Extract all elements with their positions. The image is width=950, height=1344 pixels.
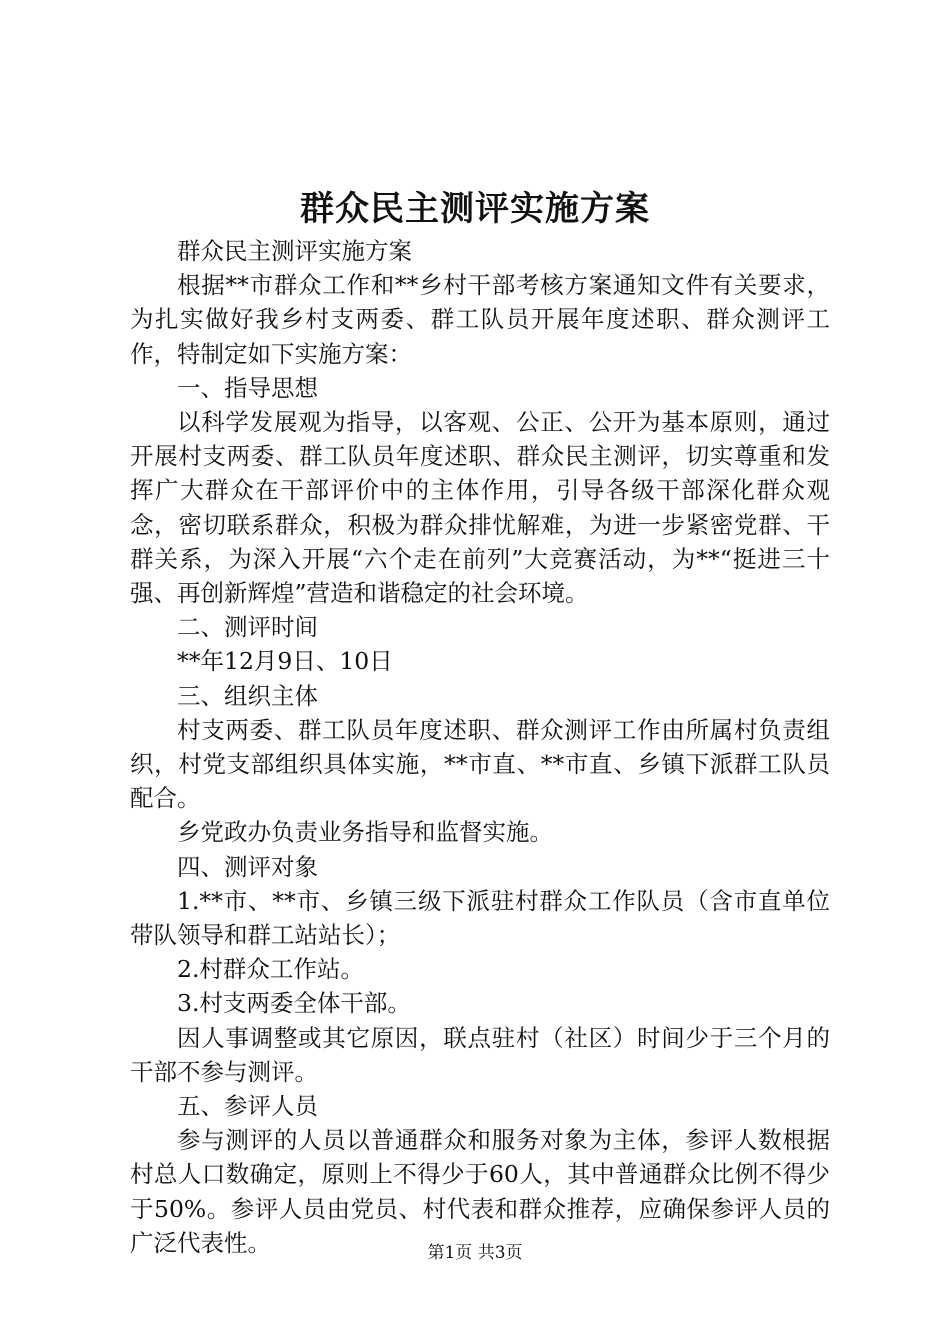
paragraph: 根据**市群众工作和**乡村干部考核方案通知文件有关要求，为扎实做好我乡村支两委、群工队员开展年度述职、群众测评工作，特制定如下实施方案：	[130, 271, 830, 368]
section-heading: 四、测评对象	[177, 852, 318, 881]
list-item: 3.村支两委全体干部。	[177, 989, 411, 1018]
paragraph: 以科学发展观为指导，以客观、公正、公开为基本原则，通过开展村支两委、群工队员年度述职、群众民主测评，切实尊重和发挥广大群众在干部评价中的主体作用，引导各级干部深化群众观念，密切联系群众，积极为群众排忧解难，为进一步紧密党群、干群关系，为深入开展“六个走在前列”大竞赛活动，为**“挺进三十强、再创新辉煌”营造和谐稳定的社会环境。	[130, 408, 830, 608]
section-heading: 五、参评人员	[177, 1092, 318, 1121]
document-body	[130, 234, 830, 1260]
section-heading: 一、指导思想	[177, 373, 318, 402]
paragraph: 乡党政办负责业务指导和监督实施。	[177, 818, 553, 847]
paragraph: 因人事调整或其它原因，联点驻村（社区）时间少于三个月的干部不参与测评。	[130, 1023, 830, 1086]
section-heading: 三、组织主体	[177, 681, 318, 710]
list-item: 2.村群众工作站。	[177, 955, 364, 984]
page-footer	[0, 1241, 950, 1265]
paragraph: **年12月9日、10日	[177, 647, 393, 676]
page-total: 共3页	[477, 1243, 523, 1263]
document-title: 群众民主测评实施方案	[300, 189, 650, 229]
section-heading: 二、测评时间	[177, 613, 318, 642]
paragraph: 村支两委、群工队员年度述职、群众测评工作由所属村负责组织，村党支部组织具体实施，**市直、**市直、乡镇下派群工队员配合。	[130, 715, 830, 813]
list-item: 1.**市、**市、乡镇三级下派驻村群众工作队员（含市直单位带队领导和群工站站长）；	[130, 886, 830, 950]
paragraph: 群众民主测评实施方案	[177, 237, 412, 265]
page-number: 第1页	[427, 1243, 473, 1263]
paragraph: 参与测评的人员以普通群众和服务对象为主体，参评人数根据村总人口数确定，原则上不得少于60人，其中普通群众比例不得少于50%。参评人员由党员、村代表和群众推荐，应确保参评人员的广泛代表性。	[130, 1126, 830, 1257]
